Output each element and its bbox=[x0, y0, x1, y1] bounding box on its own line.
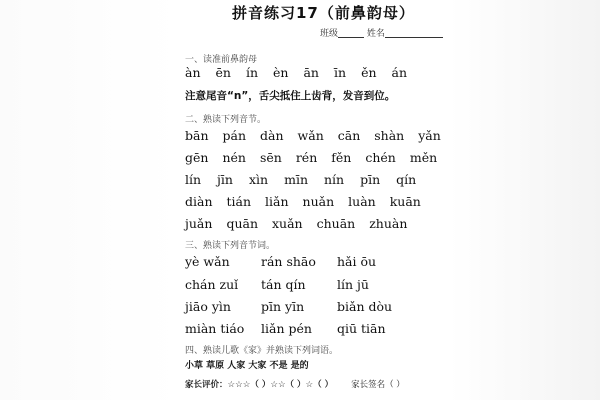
section2-row bbox=[185, 150, 437, 165]
section2-row bbox=[185, 216, 407, 231]
syllable: xuǎn bbox=[272, 216, 303, 231]
syllable: gēn bbox=[185, 150, 209, 165]
syllable: yǎn bbox=[418, 128, 441, 143]
word-list: 小草 草原 人家 大家 不是 是的 bbox=[185, 361, 309, 371]
syllable: ēn bbox=[215, 65, 231, 80]
syllable: liǎn bbox=[265, 194, 289, 209]
word: liǎn pén bbox=[261, 321, 312, 336]
syllable: qín bbox=[396, 172, 417, 187]
class-label: 班级 bbox=[320, 29, 339, 39]
class-blank bbox=[338, 28, 364, 38]
section2-heading: 二、熟读下列音节。 bbox=[185, 115, 267, 125]
word: qiū tiān bbox=[337, 321, 386, 336]
syllable: luàn bbox=[348, 194, 376, 209]
syllable: ān bbox=[303, 65, 319, 80]
student-info bbox=[320, 26, 443, 39]
syllable: juǎn bbox=[185, 216, 213, 231]
syllable: ěn bbox=[361, 65, 377, 80]
syllable: zhuàn bbox=[369, 216, 408, 231]
word: biǎn dòu bbox=[337, 299, 393, 314]
syllable: án bbox=[391, 65, 408, 80]
section2-row bbox=[185, 194, 421, 209]
word: yè wǎn bbox=[185, 254, 230, 269]
syllable: rén bbox=[295, 150, 318, 165]
pronunciation-note: 注意尾音“n”，舌尖抵住上齿背，发音到位。 bbox=[185, 90, 396, 102]
syllable: dàn bbox=[260, 128, 284, 143]
word: jiāo yìn bbox=[185, 299, 231, 314]
syllable: bān bbox=[185, 128, 209, 143]
page-title: 拼音练习17（前鼻韵母） bbox=[232, 4, 415, 22]
name-label: 姓名 bbox=[366, 29, 385, 39]
syllable: nén bbox=[222, 150, 246, 165]
syllable: sēn bbox=[259, 150, 282, 165]
syllable: kuān bbox=[389, 194, 421, 209]
syllable: xìn bbox=[248, 172, 269, 187]
syllable: nuǎn bbox=[302, 194, 335, 209]
section1-syllables bbox=[185, 65, 407, 80]
syllable: chuān bbox=[316, 216, 356, 231]
name-blank bbox=[385, 28, 443, 38]
section2-row bbox=[185, 128, 441, 143]
section3-row bbox=[185, 299, 392, 314]
syllable: nín bbox=[324, 172, 345, 187]
syllable: jīn bbox=[217, 172, 233, 187]
syllable: pán bbox=[222, 128, 247, 143]
syllable: wǎn bbox=[297, 128, 324, 143]
section3-row bbox=[185, 254, 376, 269]
section3-row bbox=[185, 277, 369, 292]
syllable: shàn bbox=[374, 128, 405, 143]
word: rán shāo bbox=[261, 254, 316, 269]
word: miàn tiáo bbox=[185, 321, 245, 336]
syllable: quān bbox=[226, 216, 258, 231]
syllable: pīn bbox=[360, 172, 381, 187]
section3-heading: 三、熟读下列音节词。 bbox=[185, 241, 276, 251]
syllable: měn bbox=[409, 150, 438, 165]
word: chán zuǐ bbox=[185, 277, 239, 292]
section2-row bbox=[185, 172, 416, 187]
syllable: lín bbox=[185, 172, 202, 187]
parent-evaluation bbox=[185, 378, 405, 390]
syllable: mīn bbox=[284, 172, 308, 187]
evaluation-stars: 家长评价：☆☆☆（ ）☆☆（ ）☆（ ） bbox=[185, 380, 334, 390]
word: pīn yīn bbox=[261, 299, 305, 314]
section4-heading: 四、熟读儿歌《家》并熟读下列词语。 bbox=[185, 346, 339, 356]
syllable: àn bbox=[185, 65, 201, 80]
syllable: īn bbox=[334, 65, 347, 80]
syllable: fěn bbox=[331, 150, 352, 165]
syllable: diàn bbox=[185, 194, 213, 209]
word: tán qín bbox=[261, 277, 306, 292]
word: lín jū bbox=[337, 277, 369, 292]
parent-signature: 家长签名（ ） bbox=[351, 380, 405, 390]
syllable: tián bbox=[226, 194, 252, 209]
syllable: èn bbox=[273, 65, 289, 80]
syllable: chén bbox=[365, 150, 396, 165]
word: hǎi ōu bbox=[337, 254, 377, 269]
section3-row bbox=[185, 321, 386, 336]
syllable: ín bbox=[245, 65, 259, 80]
syllable: cān bbox=[337, 128, 361, 143]
section1-heading: 一、读准前鼻韵母 bbox=[185, 55, 258, 65]
